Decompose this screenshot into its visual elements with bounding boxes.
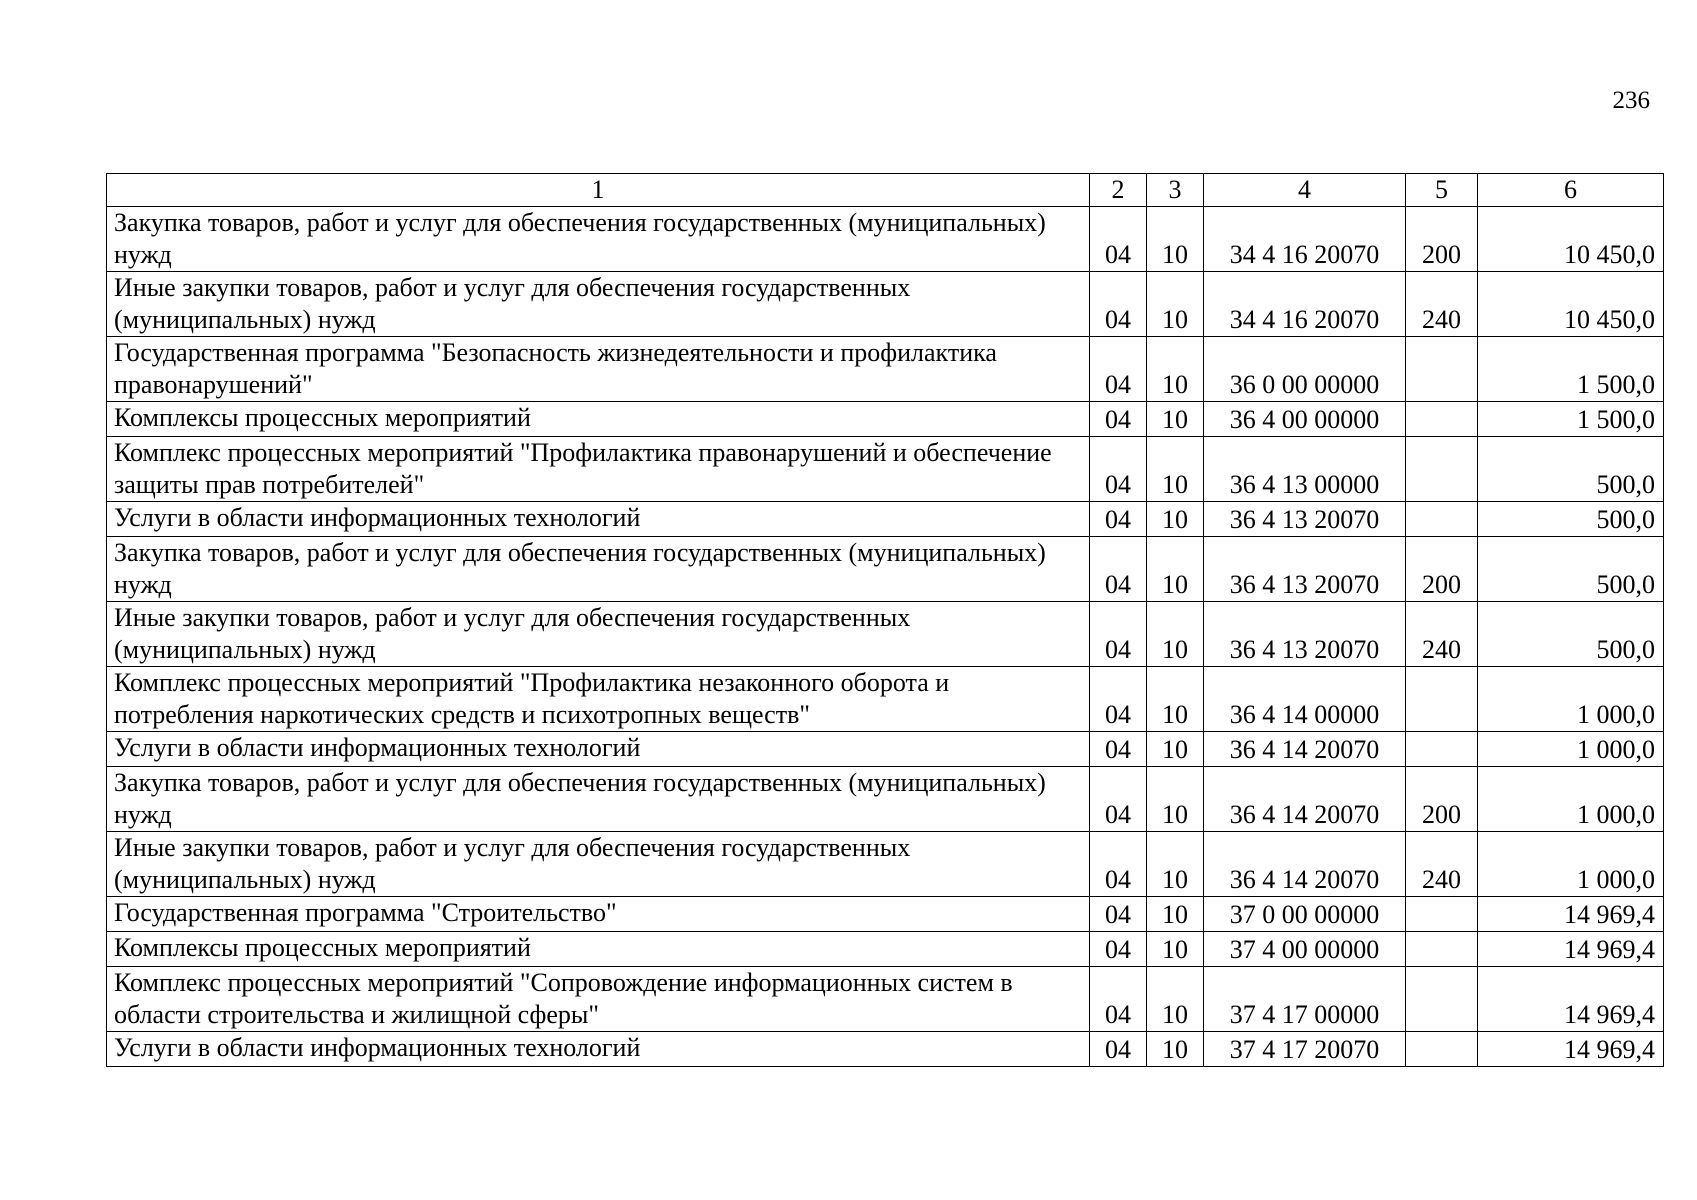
- row-expense-type: [1406, 967, 1478, 1032]
- row-section: 04: [1090, 1032, 1147, 1067]
- table-row: [107, 667, 1664, 732]
- row-section: 04: [1090, 767, 1147, 832]
- row-subsection: 10: [1147, 1032, 1204, 1067]
- table-row: [107, 1032, 1664, 1067]
- row-section: 04: [1090, 667, 1147, 732]
- row-target-code: 36 4 13 00000: [1204, 437, 1406, 502]
- row-subsection: 10: [1147, 897, 1204, 932]
- row-amount: 14 969,4: [1478, 932, 1664, 967]
- row-amount: 500,0: [1478, 602, 1664, 667]
- row-amount: 10 450,0: [1478, 272, 1664, 337]
- row-target-code: 36 0 00 00000: [1204, 337, 1406, 402]
- row-section: 04: [1090, 732, 1147, 767]
- row-target-code: 36 4 14 20070: [1204, 832, 1406, 897]
- table-row: [107, 732, 1664, 767]
- page-number: 236: [1612, 87, 1650, 114]
- row-target-code: 34 4 16 20070: [1204, 207, 1406, 272]
- table-row: [107, 437, 1664, 502]
- row-expense-type: [1406, 667, 1478, 732]
- row-section: 04: [1090, 437, 1147, 502]
- row-amount: 500,0: [1478, 437, 1664, 502]
- row-amount: 1 500,0: [1478, 402, 1664, 437]
- header-cell: 5: [1406, 174, 1478, 207]
- header-cell: 6: [1478, 174, 1664, 207]
- row-name: Закупка товаров, работ и услуг для обеспечения государственных (муниципальных) нужд: [107, 767, 1090, 832]
- row-name: Государственная программа "Строительство": [107, 897, 1090, 932]
- row-subsection: 10: [1147, 437, 1204, 502]
- table-row: [107, 272, 1664, 337]
- row-section: 04: [1090, 272, 1147, 337]
- row-target-code: 34 4 16 20070: [1204, 272, 1406, 337]
- row-expense-type: 240: [1406, 272, 1478, 337]
- row-amount: 1 000,0: [1478, 667, 1664, 732]
- row-amount: 500,0: [1478, 502, 1664, 537]
- row-amount: 1 000,0: [1478, 832, 1664, 897]
- header-cell: 2: [1090, 174, 1147, 207]
- row-name: Комплекс процессных мероприятий "Профилактика незаконного оборота и потребления наркотических средств и психотропных веществ": [107, 667, 1090, 732]
- row-amount: 14 969,4: [1478, 967, 1664, 1032]
- table-row: [107, 602, 1664, 667]
- row-section: 04: [1090, 207, 1147, 272]
- row-amount: 500,0: [1478, 537, 1664, 602]
- row-name: Услуги в области информационных технологий: [107, 502, 1090, 537]
- row-subsection: 10: [1147, 537, 1204, 602]
- row-target-code: 36 4 14 20070: [1204, 767, 1406, 832]
- row-target-code: 37 0 00 00000: [1204, 897, 1406, 932]
- row-name: Закупка товаров, работ и услуг для обеспечения государственных (муниципальных) нужд: [107, 537, 1090, 602]
- row-subsection: 10: [1147, 402, 1204, 437]
- table-row: [107, 502, 1664, 537]
- row-section: 04: [1090, 967, 1147, 1032]
- budget-table: [106, 173, 1664, 1067]
- row-subsection: 10: [1147, 732, 1204, 767]
- table-header-row: [107, 174, 1664, 207]
- row-subsection: 10: [1147, 207, 1204, 272]
- row-target-code: 36 4 14 20070: [1204, 732, 1406, 767]
- row-amount: 14 969,4: [1478, 1032, 1664, 1067]
- row-name: Услуги в области информационных технологий: [107, 732, 1090, 767]
- row-section: 04: [1090, 932, 1147, 967]
- row-expense-type: 200: [1406, 767, 1478, 832]
- row-section: 04: [1090, 537, 1147, 602]
- row-target-code: 36 4 14 00000: [1204, 667, 1406, 732]
- header-cell: 3: [1147, 174, 1204, 207]
- table-row: [107, 967, 1664, 1032]
- row-amount: 1 500,0: [1478, 337, 1664, 402]
- row-name: Государственная программа "Безопасность жизнедеятельности и профилактика правонарушений": [107, 337, 1090, 402]
- row-amount: 1 000,0: [1478, 732, 1664, 767]
- row-name: Иные закупки товаров, работ и услуг для обеспечения государственных (муниципальных) нужд: [107, 272, 1090, 337]
- header-cell: 1: [107, 174, 1090, 207]
- row-name: Комплекс процессных мероприятий "Сопровождение информационных систем в области строительства и жилищной сферы": [107, 967, 1090, 1032]
- row-subsection: 10: [1147, 767, 1204, 832]
- row-section: 04: [1090, 402, 1147, 437]
- table-row: [107, 207, 1664, 272]
- row-target-code: 36 4 13 20070: [1204, 602, 1406, 667]
- row-section: 04: [1090, 337, 1147, 402]
- row-target-code: 36 4 13 20070: [1204, 502, 1406, 537]
- row-target-code: 37 4 17 20070: [1204, 1032, 1406, 1067]
- row-subsection: 10: [1147, 667, 1204, 732]
- row-name: Иные закупки товаров, работ и услуг для обеспечения государственных (муниципальных) нужд: [107, 602, 1090, 667]
- header-cell: 4: [1204, 174, 1406, 207]
- row-expense-type: [1406, 1032, 1478, 1067]
- row-expense-type: [1406, 437, 1478, 502]
- row-expense-type: 240: [1406, 602, 1478, 667]
- table-row: [107, 932, 1664, 967]
- row-target-code: 37 4 00 00000: [1204, 932, 1406, 967]
- table-row: [107, 402, 1664, 437]
- row-name: Иные закупки товаров, работ и услуг для обеспечения государственных (муниципальных) нужд: [107, 832, 1090, 897]
- row-expense-type: [1406, 932, 1478, 967]
- row-subsection: 10: [1147, 272, 1204, 337]
- row-expense-type: [1406, 897, 1478, 932]
- row-target-code: 37 4 17 00000: [1204, 967, 1406, 1032]
- row-expense-type: [1406, 402, 1478, 437]
- row-section: 04: [1090, 897, 1147, 932]
- row-name: Комплексы процессных мероприятий: [107, 402, 1090, 437]
- row-amount: 1 000,0: [1478, 767, 1664, 832]
- row-subsection: 10: [1147, 337, 1204, 402]
- row-expense-type: 200: [1406, 537, 1478, 602]
- row-section: 04: [1090, 502, 1147, 537]
- row-expense-type: [1406, 337, 1478, 402]
- row-target-code: 36 4 13 20070: [1204, 537, 1406, 602]
- row-name: Услуги в области информационных технологий: [107, 1032, 1090, 1067]
- row-subsection: 10: [1147, 602, 1204, 667]
- row-amount: 14 969,4: [1478, 897, 1664, 932]
- table-row: [107, 897, 1664, 932]
- table-row: [107, 832, 1664, 897]
- row-target-code: 36 4 00 00000: [1204, 402, 1406, 437]
- table-row: [107, 537, 1664, 602]
- row-expense-type: 200: [1406, 207, 1478, 272]
- row-subsection: 10: [1147, 932, 1204, 967]
- row-expense-type: 240: [1406, 832, 1478, 897]
- row-expense-type: [1406, 502, 1478, 537]
- row-section: 04: [1090, 602, 1147, 667]
- table-row: [107, 337, 1664, 402]
- row-name: Комплекс процессных мероприятий "Профилактика правонарушений и обеспечение защиты прав потребителей": [107, 437, 1090, 502]
- row-amount: 10 450,0: [1478, 207, 1664, 272]
- table-row: [107, 767, 1664, 832]
- row-subsection: 10: [1147, 502, 1204, 537]
- row-subsection: 10: [1147, 832, 1204, 897]
- row-name: Комплексы процессных мероприятий: [107, 932, 1090, 967]
- row-expense-type: [1406, 732, 1478, 767]
- row-subsection: 10: [1147, 967, 1204, 1032]
- row-section: 04: [1090, 832, 1147, 897]
- row-name: Закупка товаров, работ и услуг для обеспечения государственных (муниципальных) нужд: [107, 207, 1090, 272]
